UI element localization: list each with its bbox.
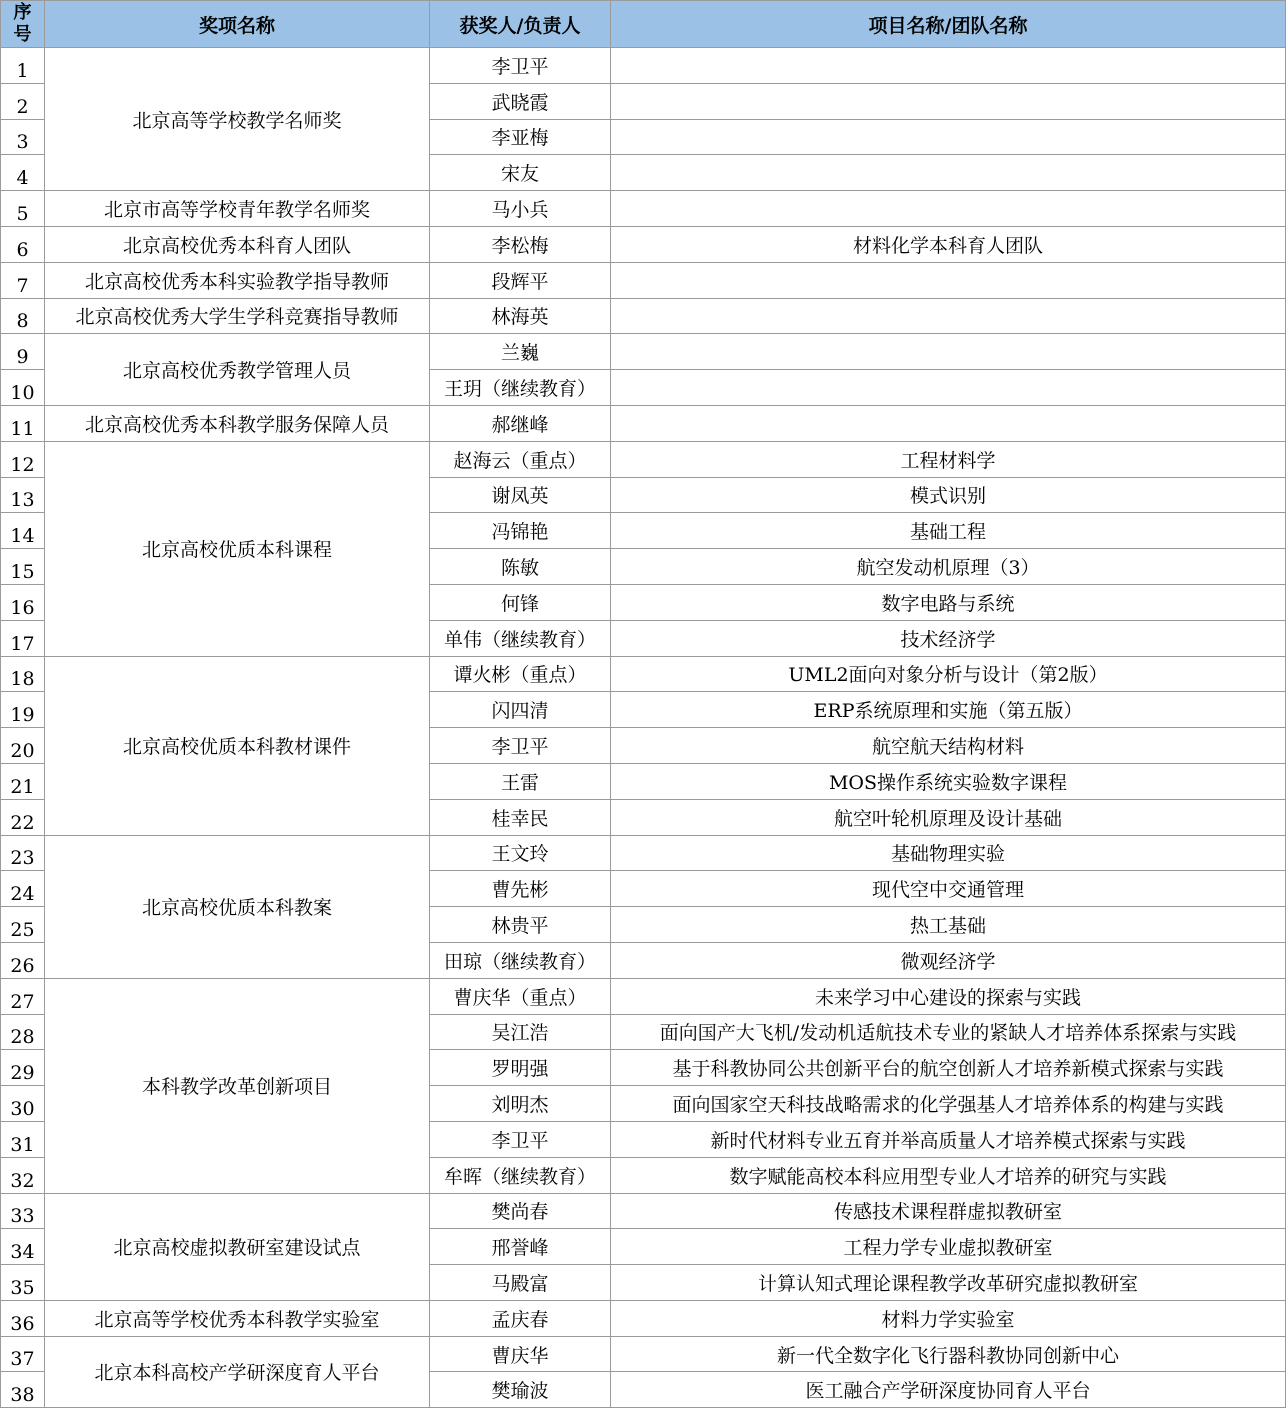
header-index-char: 号 [13,24,32,45]
table-body [1,48,1286,1408]
row-index: 15 [1,549,45,585]
project-name-cell: 航空叶轮机原理及设计基础 [611,799,1286,835]
row-index: 36 [1,1300,45,1336]
row-index: 14 [1,513,45,549]
table-row [1,978,1286,1014]
header-row [1,1,1286,48]
award-name-cell: 北京高校优秀本科教学服务保障人员 [45,405,430,441]
row-index: 2 [1,83,45,119]
winner-cell: 李卫平 [430,728,611,764]
header-project-name: 项目名称/团队名称 [611,1,1286,48]
row-index: 8 [1,298,45,334]
row-index: 37 [1,1336,45,1372]
row-index: 6 [1,226,45,262]
row-index: 21 [1,763,45,799]
award-name-cell: 北京高校优秀本科实验教学指导教师 [45,262,430,298]
project-name-cell: 航空发动机原理（3） [611,549,1286,585]
award-name-cell: 北京高校虚拟教研室建设试点 [45,1193,430,1300]
winner-cell: 谢凤英 [430,477,611,513]
row-index: 32 [1,1157,45,1193]
table-row [1,1336,1286,1372]
winner-cell: 武晓霞 [430,83,611,119]
row-index: 35 [1,1265,45,1301]
project-name-cell [611,298,1286,334]
project-name-cell [611,48,1286,84]
project-name-cell: 模式识别 [611,477,1286,513]
winner-cell: 王玥（继续教育） [430,370,611,406]
header-award-name: 奖项名称 [45,1,430,48]
project-name-cell: 材料力学实验室 [611,1300,1286,1336]
award-name-cell: 北京高校优质本科教案 [45,835,430,978]
winner-cell: 樊尚春 [430,1193,611,1229]
award-name-cell: 北京高等学校优秀本科教学实验室 [45,1300,430,1336]
winner-cell: 单伟（继续教育） [430,620,611,656]
winner-cell: 罗明强 [430,1050,611,1086]
award-name-cell: 北京高校优秀教学管理人员 [45,334,430,406]
winner-cell: 闪四清 [430,692,611,728]
row-index: 1 [1,48,45,84]
project-name-cell: ERP系统原理和实施（第五版） [611,692,1286,728]
winner-cell: 刘明杰 [430,1086,611,1122]
project-name-cell: 数字赋能高校本科应用型专业人才培养的研究与实践 [611,1157,1286,1193]
row-index: 33 [1,1193,45,1229]
row-index: 13 [1,477,45,513]
project-name-cell: 新一代全数字化飞行器科教协同创新中心 [611,1336,1286,1372]
row-index: 9 [1,334,45,370]
project-name-cell: 基础物理实验 [611,835,1286,871]
row-index: 10 [1,370,45,406]
winner-cell: 马殿富 [430,1265,611,1301]
project-name-cell: 医工融合产学研深度协同育人平台 [611,1372,1286,1408]
winner-cell: 田琼（继续教育） [430,942,611,978]
winner-cell: 郝继峰 [430,405,611,441]
winner-cell: 曹先彬 [430,871,611,907]
row-index: 19 [1,692,45,728]
project-name-cell: 现代空中交通管理 [611,871,1286,907]
project-name-cell: 数字电路与系统 [611,584,1286,620]
table-row [1,191,1286,227]
table-row [1,1193,1286,1229]
row-index: 12 [1,441,45,477]
header-index-char: 序 [13,2,32,23]
winner-cell: 李亚梅 [430,119,611,155]
row-index: 17 [1,620,45,656]
winner-cell: 桂幸民 [430,799,611,835]
project-name-cell: 新时代材料专业五育并举高质量人才培养模式探索与实践 [611,1121,1286,1157]
project-name-cell: 基于科教协同公共创新平台的航空创新人才培养新模式探索与实践 [611,1050,1286,1086]
row-index: 25 [1,907,45,943]
winner-cell: 邢誉峰 [430,1229,611,1265]
row-index: 11 [1,405,45,441]
winner-cell: 宋友 [430,155,611,191]
winner-cell: 马小兵 [430,191,611,227]
project-name-cell [611,119,1286,155]
winner-cell: 孟庆春 [430,1300,611,1336]
winner-cell: 林贵平 [430,907,611,943]
table-row [1,48,1286,84]
winner-cell: 李卫平 [430,1121,611,1157]
row-index: 5 [1,191,45,227]
header-index [1,1,45,48]
project-name-cell [611,191,1286,227]
table-row [1,334,1286,370]
row-index: 18 [1,656,45,692]
winner-cell: 王文玲 [430,835,611,871]
project-name-cell: 工程力学专业虚拟教研室 [611,1229,1286,1265]
winner-cell: 冯锦艳 [430,513,611,549]
table-row [1,405,1286,441]
winner-cell: 王雷 [430,763,611,799]
award-name-cell: 北京高校优质本科教材课件 [45,656,430,835]
row-index: 31 [1,1121,45,1157]
table-row [1,262,1286,298]
winner-cell: 陈敏 [430,549,611,585]
project-name-cell: 工程材料学 [611,441,1286,477]
table-row [1,298,1286,334]
award-name-cell: 北京高校优秀本科育人团队 [45,226,430,262]
award-name-cell: 北京市高等学校青年教学名师奖 [45,191,430,227]
row-index: 20 [1,728,45,764]
table-row [1,1300,1286,1336]
winner-cell: 李卫平 [430,48,611,84]
project-name-cell: 计算认知式理论课程教学改革研究虚拟教研室 [611,1265,1286,1301]
project-name-cell: 航空航天结构材料 [611,728,1286,764]
row-index: 24 [1,871,45,907]
winner-cell: 何锋 [430,584,611,620]
row-index: 16 [1,584,45,620]
row-index: 29 [1,1050,45,1086]
winner-cell: 段辉平 [430,262,611,298]
winner-cell: 曹庆华 [430,1336,611,1372]
project-name-cell: MOS操作系统实验数字课程 [611,763,1286,799]
project-name-cell: 热工基础 [611,907,1286,943]
project-name-cell: UML2面向对象分析与设计（第2版） [611,656,1286,692]
row-index: 4 [1,155,45,191]
project-name-cell: 微观经济学 [611,942,1286,978]
row-index: 7 [1,262,45,298]
award-name-cell: 本科教学改革创新项目 [45,978,430,1193]
project-name-cell: 基础工程 [611,513,1286,549]
row-index: 27 [1,978,45,1014]
table-row [1,441,1286,477]
award-name-cell: 北京高等学校教学名师奖 [45,48,430,191]
award-name-cell: 北京本科高校产学研深度育人平台 [45,1336,430,1408]
award-name-cell: 北京高校优秀大学生学科竞赛指导教师 [45,298,430,334]
winner-cell: 兰巍 [430,334,611,370]
table-row [1,226,1286,262]
project-name-cell [611,262,1286,298]
winner-cell: 樊瑜波 [430,1372,611,1408]
row-index: 26 [1,942,45,978]
row-index: 34 [1,1229,45,1265]
row-index: 28 [1,1014,45,1050]
winner-cell: 牟晖（继续教育） [430,1157,611,1193]
project-name-cell [611,155,1286,191]
winner-cell: 赵海云（重点） [430,441,611,477]
project-name-cell: 传感技术课程群虚拟教研室 [611,1193,1286,1229]
row-index: 30 [1,1086,45,1122]
project-name-cell [611,405,1286,441]
winner-cell: 谭火彬（重点） [430,656,611,692]
table-row [1,835,1286,871]
award-name-cell: 北京高校优质本科课程 [45,441,430,656]
header-winner: 获奖人/负责人 [430,1,611,48]
project-name-cell [611,83,1286,119]
project-name-cell [611,334,1286,370]
winner-cell: 吴江浩 [430,1014,611,1050]
project-name-cell: 未来学习中心建设的探索与实践 [611,978,1286,1014]
row-index: 23 [1,835,45,871]
project-name-cell: 面向国家空天科技战略需求的化学强基人才培养体系的构建与实践 [611,1086,1286,1122]
winner-cell: 李松梅 [430,226,611,262]
project-name-cell: 技术经济学 [611,620,1286,656]
project-name-cell: 材料化学本科育人团队 [611,226,1286,262]
winner-cell: 曹庆华（重点） [430,978,611,1014]
row-index: 3 [1,119,45,155]
table-row [1,656,1286,692]
row-index: 38 [1,1372,45,1408]
project-name-cell [611,370,1286,406]
winner-cell: 林海英 [430,298,611,334]
row-index: 22 [1,799,45,835]
project-name-cell: 面向国产大飞机/发动机适航技术专业的紧缺人才培养体系探索与实践 [611,1014,1286,1050]
